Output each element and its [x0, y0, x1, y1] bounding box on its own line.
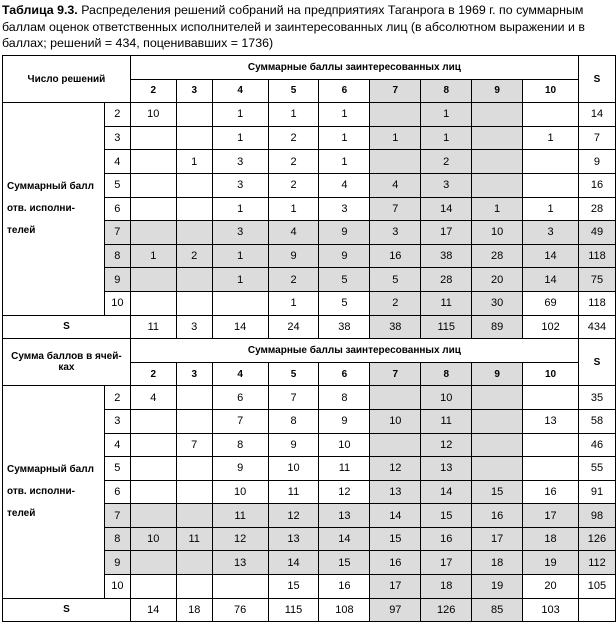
value-cell: [130, 221, 176, 245]
row-label: 5: [104, 457, 130, 481]
value-cell: [176, 457, 212, 481]
column-header: 2: [130, 362, 176, 386]
column-header: 4: [212, 79, 268, 103]
value-cell: [472, 126, 523, 150]
value-cell: [130, 291, 176, 315]
corner-header: Число решений: [3, 56, 131, 103]
column-sum: 11: [130, 315, 176, 339]
value-cell: 1: [268, 291, 319, 315]
value-cell: 15: [370, 527, 421, 551]
row-label: 10: [104, 291, 130, 315]
value-cell: [176, 268, 212, 292]
row-label: 9: [104, 268, 130, 292]
row-label: 3: [104, 409, 130, 433]
column-header: 8: [421, 79, 472, 103]
value-cell: 10: [421, 386, 472, 410]
value-cell: 11: [421, 291, 472, 315]
value-cell: [523, 173, 579, 197]
value-cell: 1: [212, 268, 268, 292]
value-cell: [130, 150, 176, 174]
value-cell: 69: [523, 291, 579, 315]
column-group-header: Суммарные баллы заинтересованных лиц: [130, 56, 578, 80]
value-cell: 14: [268, 551, 319, 575]
value-cell: 16: [523, 480, 579, 504]
column-sum: 85: [472, 598, 523, 622]
value-cell: [130, 126, 176, 150]
value-cell: 9: [319, 244, 370, 268]
header-row: [3, 56, 616, 80]
value-cell: [472, 386, 523, 410]
column-header: 6: [319, 362, 370, 386]
value-cell: 18: [523, 527, 579, 551]
value-cell: 13: [319, 504, 370, 528]
value-cell: 17: [523, 504, 579, 528]
value-cell: 30: [472, 291, 523, 315]
value-cell: [176, 173, 212, 197]
value-cell: [176, 197, 212, 221]
value-cell: [212, 575, 268, 599]
sum-label: S: [3, 315, 131, 339]
total-header: S: [578, 339, 615, 386]
value-cell: 12: [212, 527, 268, 551]
value-cell: [472, 150, 523, 174]
row-total: 91: [578, 480, 615, 504]
value-cell: 14: [421, 197, 472, 221]
row-total: 7: [578, 126, 615, 150]
value-cell: 1: [523, 197, 579, 221]
value-cell: 1: [212, 103, 268, 127]
value-cell: 15: [472, 480, 523, 504]
value-cell: 19: [472, 575, 523, 599]
column-sum: 102: [523, 315, 579, 339]
value-cell: 17: [472, 527, 523, 551]
column-sum: 89: [472, 315, 523, 339]
value-cell: 4: [319, 173, 370, 197]
row-label: 8: [104, 527, 130, 551]
value-cell: [472, 173, 523, 197]
caption-label: Таблица 9.3.: [2, 3, 78, 17]
column-header: 3: [176, 79, 212, 103]
value-cell: 4: [370, 173, 421, 197]
column-header: 10: [523, 362, 579, 386]
row-total: 118: [578, 291, 615, 315]
value-cell: 9: [268, 433, 319, 457]
value-cell: [130, 551, 176, 575]
value-cell: 11: [268, 480, 319, 504]
value-cell: 1: [212, 126, 268, 150]
value-cell: 12: [268, 504, 319, 528]
value-cell: [370, 433, 421, 457]
corner-header-line: Сумма баллов в ячей-: [11, 351, 122, 363]
value-cell: 12: [421, 433, 472, 457]
column-header: 9: [472, 79, 523, 103]
value-cell: 5: [319, 268, 370, 292]
value-cell: [130, 457, 176, 481]
value-cell: 28: [472, 244, 523, 268]
value-cell: 1: [319, 150, 370, 174]
column-sum: 108: [319, 598, 370, 622]
column-header: 5: [268, 362, 319, 386]
row-label: 9: [104, 551, 130, 575]
row-group-header: [3, 103, 105, 315]
value-cell: 2: [421, 150, 472, 174]
column-sum: 24: [268, 315, 319, 339]
value-cell: 17: [421, 551, 472, 575]
value-cell: [130, 173, 176, 197]
row-group-line: телей: [7, 507, 36, 519]
corner-header: [3, 339, 131, 386]
value-cell: 11: [176, 527, 212, 551]
value-cell: 10: [212, 480, 268, 504]
value-cell: 9: [319, 409, 370, 433]
value-cell: 9: [268, 244, 319, 268]
value-cell: 20: [523, 575, 579, 599]
table-row: [3, 103, 616, 127]
value-cell: [176, 551, 212, 575]
row-total: 118: [578, 244, 615, 268]
row-label: 6: [104, 197, 130, 221]
value-cell: 1: [268, 103, 319, 127]
value-cell: 7: [212, 409, 268, 433]
column-header: 6: [319, 79, 370, 103]
value-cell: [130, 409, 176, 433]
row-total: 126: [578, 527, 615, 551]
value-cell: 9: [212, 457, 268, 481]
row-total: 58: [578, 409, 615, 433]
value-cell: 1: [268, 197, 319, 221]
value-cell: 8: [268, 409, 319, 433]
value-cell: 16: [319, 575, 370, 599]
value-cell: [370, 386, 421, 410]
value-cell: [130, 268, 176, 292]
column-header: 3: [176, 362, 212, 386]
row-group-header: [3, 386, 105, 598]
value-cell: 3: [212, 173, 268, 197]
value-cell: 1: [370, 126, 421, 150]
value-cell: 16: [370, 551, 421, 575]
column-header: 5: [268, 79, 319, 103]
value-cell: 14: [523, 244, 579, 268]
value-cell: 1: [421, 103, 472, 127]
table-caption: [2, 2, 612, 52]
value-cell: 14: [319, 527, 370, 551]
value-cell: 9: [319, 221, 370, 245]
value-cell: 2: [268, 150, 319, 174]
value-cell: 1: [212, 244, 268, 268]
value-cell: 13: [212, 551, 268, 575]
value-cell: 10: [130, 527, 176, 551]
value-cell: 1: [421, 126, 472, 150]
value-cell: [472, 457, 523, 481]
value-cell: 7: [176, 433, 212, 457]
value-cell: [176, 221, 212, 245]
value-cell: 12: [370, 457, 421, 481]
value-cell: 5: [370, 268, 421, 292]
row-group-line: Суммарный балл: [7, 463, 94, 475]
value-cell: 1: [212, 197, 268, 221]
value-cell: 1: [523, 126, 579, 150]
value-cell: [176, 126, 212, 150]
value-cell: 14: [370, 504, 421, 528]
row-total: 16: [578, 173, 615, 197]
value-cell: [130, 504, 176, 528]
value-cell: [130, 480, 176, 504]
row-total: 28: [578, 197, 615, 221]
value-cell: 2: [268, 173, 319, 197]
column-sum: 18: [176, 598, 212, 622]
value-cell: [523, 433, 579, 457]
column-header: 10: [523, 79, 579, 103]
column-group-header: Суммарные баллы заинтересованных лиц: [130, 339, 578, 363]
value-cell: 3: [319, 197, 370, 221]
row-label: 2: [104, 103, 130, 127]
column-sum: 115: [421, 315, 472, 339]
value-cell: [370, 103, 421, 127]
table-row: [3, 386, 616, 410]
grand-total: 434: [578, 315, 615, 339]
row-group-line: телей: [7, 224, 36, 236]
value-cell: [523, 386, 579, 410]
value-cell: [130, 575, 176, 599]
value-cell: 3: [523, 221, 579, 245]
column-sum: 115: [268, 598, 319, 622]
column-header: 7: [370, 362, 421, 386]
value-cell: [176, 575, 212, 599]
value-cell: 15: [268, 575, 319, 599]
value-cell: 13: [268, 527, 319, 551]
value-cell: 7: [370, 197, 421, 221]
value-cell: 7: [268, 386, 319, 410]
row-label: 4: [104, 150, 130, 174]
value-cell: 3: [370, 221, 421, 245]
value-cell: 4: [268, 221, 319, 245]
value-cell: [472, 409, 523, 433]
value-cell: 2: [268, 126, 319, 150]
row-label: 10: [104, 575, 130, 599]
row-label: 6: [104, 480, 130, 504]
value-cell: [176, 103, 212, 127]
value-cell: [523, 103, 579, 127]
value-cell: 11: [421, 409, 472, 433]
total-header: S: [578, 56, 615, 103]
column-sum: 97: [370, 598, 421, 622]
value-cell: 17: [370, 575, 421, 599]
value-cell: 1: [176, 150, 212, 174]
column-header: 4: [212, 362, 268, 386]
value-cell: [523, 457, 579, 481]
value-cell: 8: [212, 433, 268, 457]
value-cell: 14: [523, 268, 579, 292]
value-cell: 12: [319, 480, 370, 504]
row-total: 105: [578, 575, 615, 599]
sum-label: S: [3, 598, 131, 622]
value-cell: [472, 433, 523, 457]
value-cell: 2: [370, 291, 421, 315]
column-sum: 38: [319, 315, 370, 339]
value-cell: 3: [212, 221, 268, 245]
corner-header-line: ках: [58, 362, 75, 374]
row-total: 9: [578, 150, 615, 174]
column-sum: 38: [370, 315, 421, 339]
row-label: 4: [104, 433, 130, 457]
value-cell: [176, 291, 212, 315]
column-sum: 14: [212, 315, 268, 339]
column-sum: 76: [212, 598, 268, 622]
value-cell: 17: [421, 221, 472, 245]
value-cell: 18: [472, 551, 523, 575]
row-label: 3: [104, 126, 130, 150]
value-cell: [176, 504, 212, 528]
header-row: [3, 339, 616, 363]
value-cell: 10: [268, 457, 319, 481]
value-cell: 19: [523, 551, 579, 575]
value-cell: 1: [319, 103, 370, 127]
column-sum: 103: [523, 598, 579, 622]
row-total: 46: [578, 433, 615, 457]
value-cell: 10: [319, 433, 370, 457]
value-cell: [176, 409, 212, 433]
row-total: 112: [578, 551, 615, 575]
column-sum: 126: [421, 598, 472, 622]
sum-row: [3, 598, 616, 622]
value-cell: 14: [421, 480, 472, 504]
column-sum: 14: [130, 598, 176, 622]
value-cell: 1: [130, 244, 176, 268]
value-cell: 3: [421, 173, 472, 197]
row-group-line: отв. исполни-: [7, 202, 75, 214]
value-cell: 28: [421, 268, 472, 292]
row-label: 7: [104, 221, 130, 245]
row-total: 55: [578, 457, 615, 481]
value-cell: 13: [523, 409, 579, 433]
value-cell: [212, 291, 268, 315]
column-header: 2: [130, 79, 176, 103]
value-cell: 2: [176, 244, 212, 268]
row-label: 2: [104, 386, 130, 410]
value-cell: 20: [472, 268, 523, 292]
value-cell: [176, 480, 212, 504]
value-cell: 18: [421, 575, 472, 599]
row-group-line: Суммарный балл: [7, 180, 94, 192]
value-cell: 6: [212, 386, 268, 410]
column-header: 8: [421, 362, 472, 386]
column-header: 9: [472, 362, 523, 386]
row-label: 8: [104, 244, 130, 268]
value-cell: 5: [319, 291, 370, 315]
value-cell: 1: [472, 197, 523, 221]
value-cell: 10: [472, 221, 523, 245]
value-cell: 16: [472, 504, 523, 528]
distribution-table: [2, 55, 616, 622]
row-label: 5: [104, 173, 130, 197]
value-cell: 13: [421, 457, 472, 481]
column-sum: 3: [176, 315, 212, 339]
value-cell: 38: [421, 244, 472, 268]
row-label: 7: [104, 504, 130, 528]
value-cell: 11: [212, 504, 268, 528]
value-cell: [176, 386, 212, 410]
value-cell: 3: [212, 150, 268, 174]
value-cell: [523, 150, 579, 174]
sum-row: [3, 315, 616, 339]
value-cell: 16: [421, 527, 472, 551]
value-cell: [130, 433, 176, 457]
value-cell: 4: [130, 386, 176, 410]
row-total: 35: [578, 386, 615, 410]
value-cell: 15: [421, 504, 472, 528]
row-total: 49: [578, 221, 615, 245]
row-total: 98: [578, 504, 615, 528]
value-cell: [130, 197, 176, 221]
value-cell: 13: [370, 480, 421, 504]
grand-total: [578, 598, 615, 622]
caption-text: Распределения решений собраний на предприятиях Таганрога в 1969 г. по суммарным баллам оценок ответственных исполнителей и заинтересованных лиц (в абсолютном выражении и в баллах; решений = 434, поценивавших = 1736): [2, 3, 585, 51]
value-cell: 10: [130, 103, 176, 127]
row-total: 14: [578, 103, 615, 127]
value-cell: 11: [319, 457, 370, 481]
value-cell: [370, 150, 421, 174]
row-total: 75: [578, 268, 615, 292]
value-cell: [472, 103, 523, 127]
row-group-line: отв. исполни-: [7, 485, 75, 497]
value-cell: 15: [319, 551, 370, 575]
value-cell: 8: [319, 386, 370, 410]
value-cell: 1: [319, 126, 370, 150]
value-cell: 16: [370, 244, 421, 268]
value-cell: 2: [268, 268, 319, 292]
value-cell: 10: [370, 409, 421, 433]
column-header: 7: [370, 79, 421, 103]
